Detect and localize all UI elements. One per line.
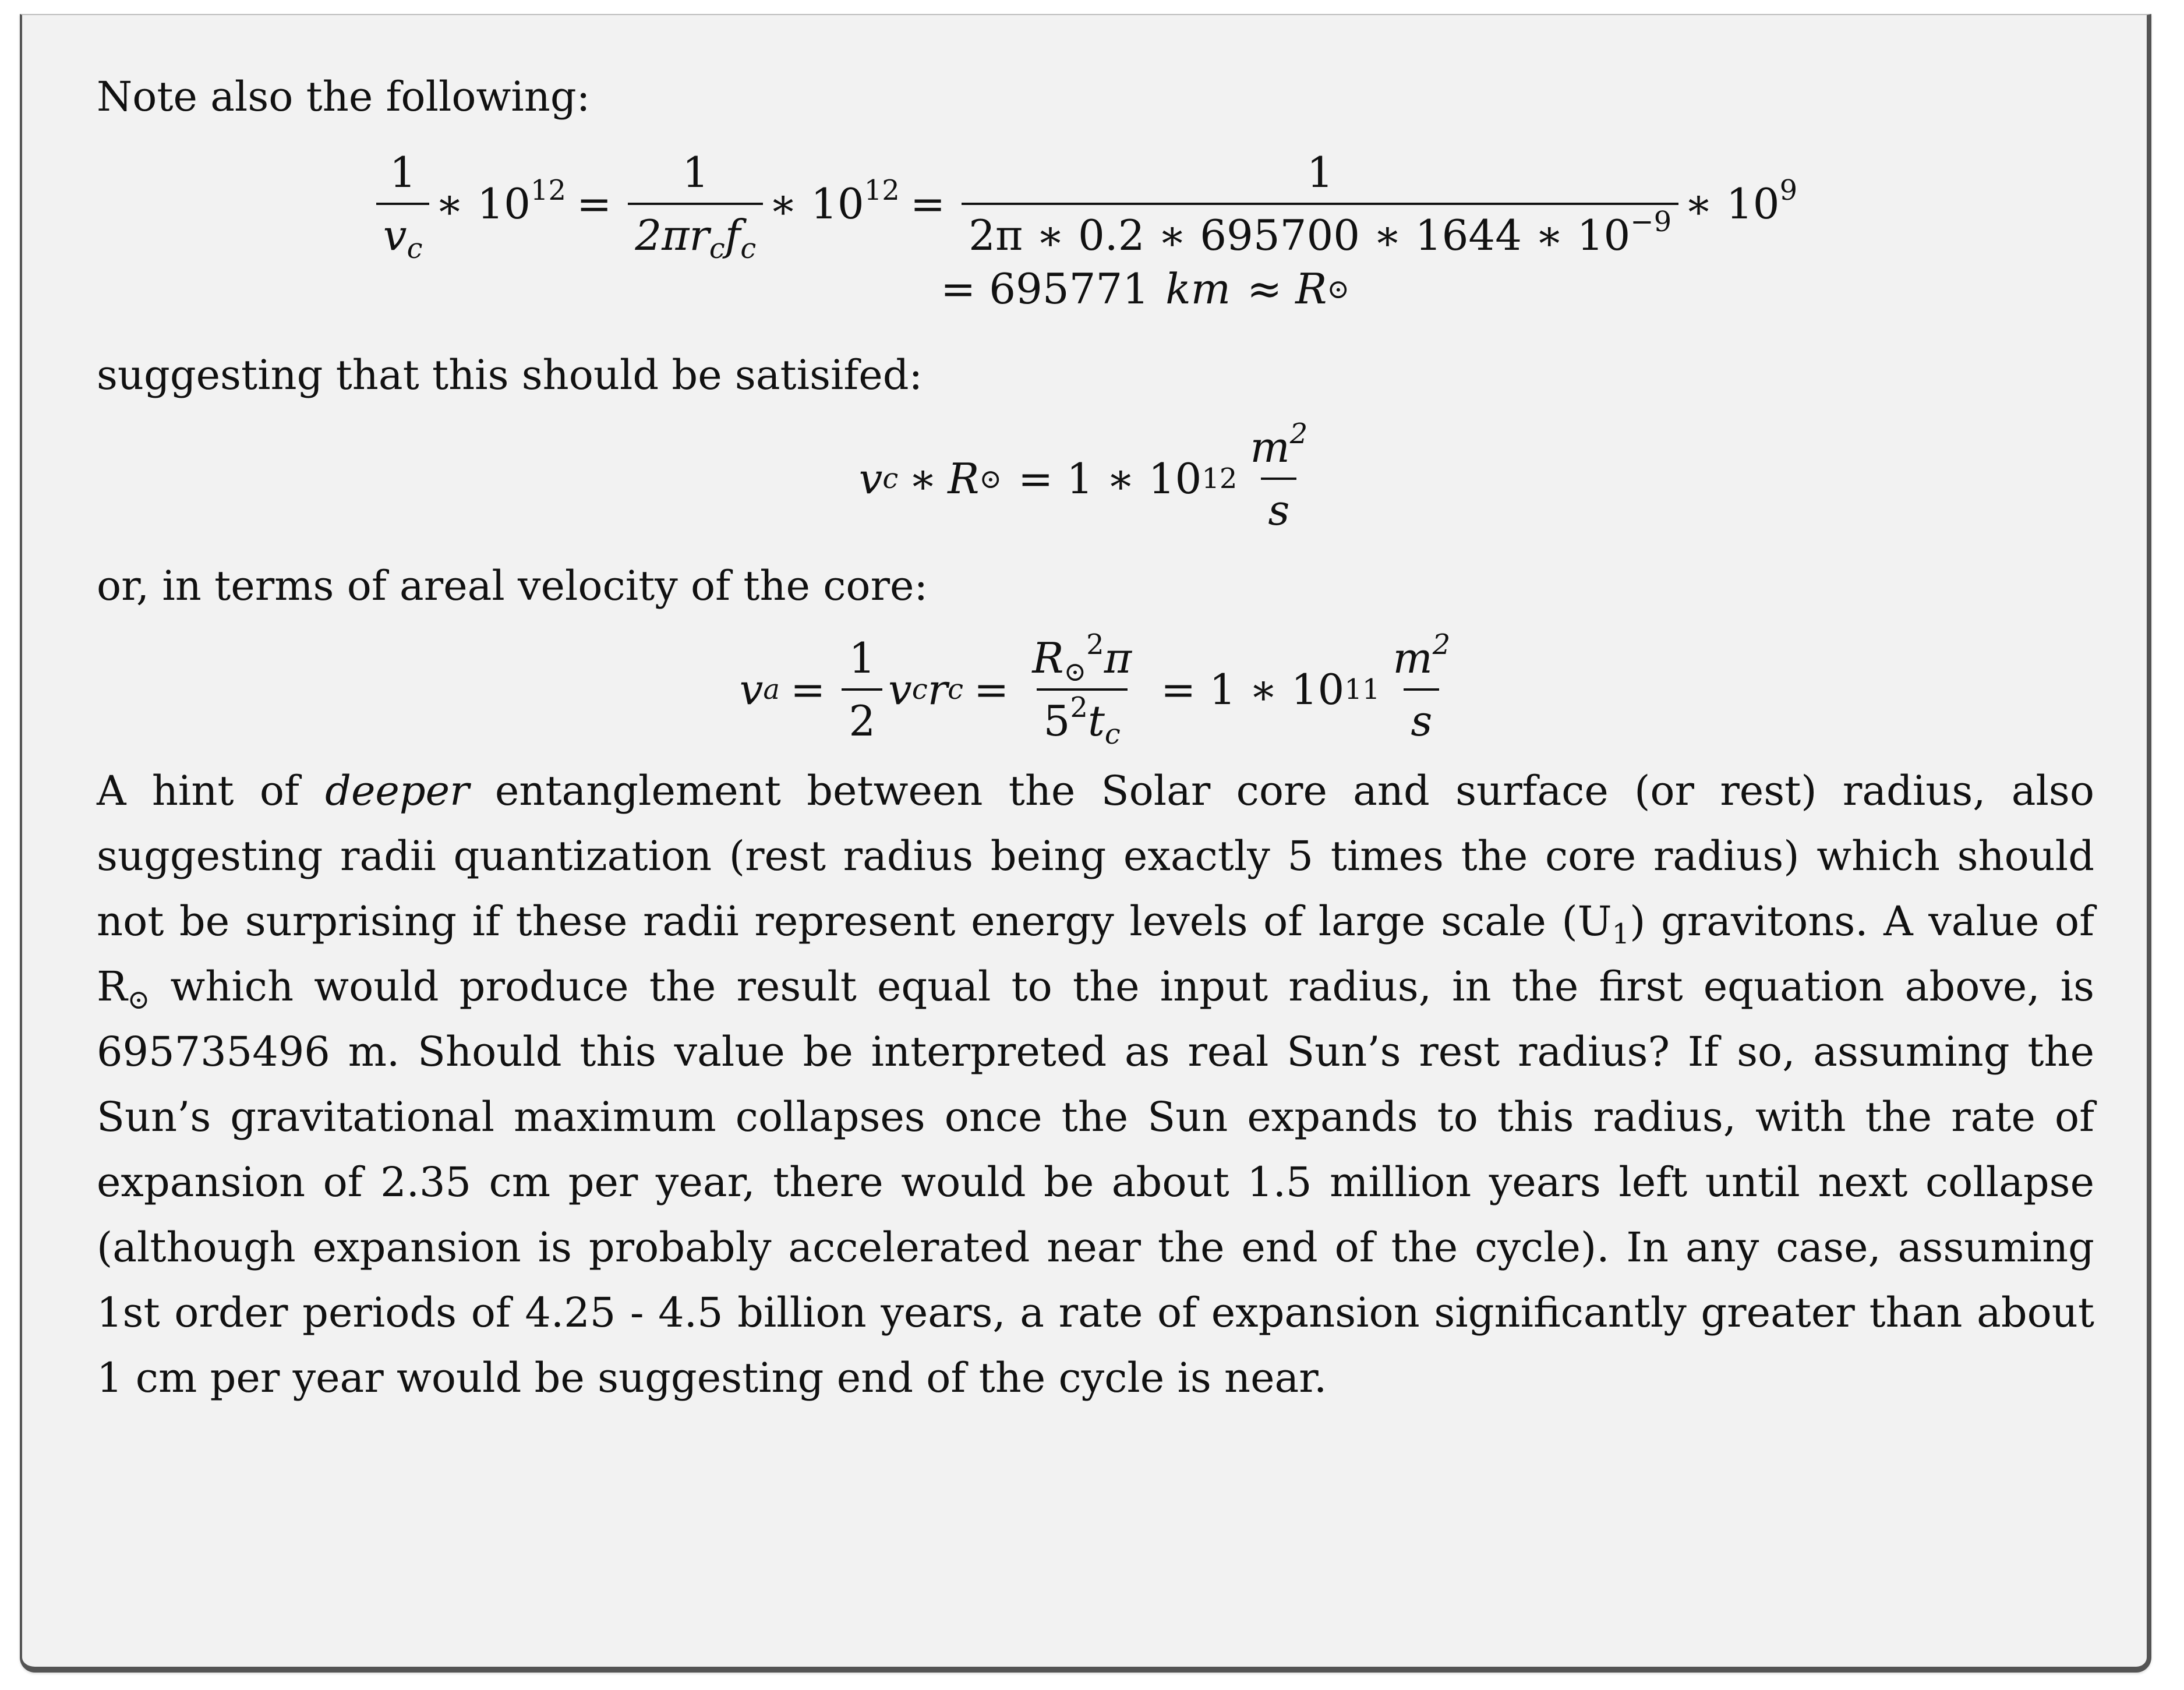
eq1-a-numerator: 1 xyxy=(389,148,416,197)
eq1-a-den-v: v xyxy=(383,211,407,260)
eq1-times-a xyxy=(435,174,566,228)
sun-symbol-icon: ⊙ xyxy=(1063,656,1087,687)
eq3-fraction xyxy=(1025,628,1139,751)
eq1-c-den-exp: −9 xyxy=(1630,206,1672,238)
eq1-b-numerator: 1 xyxy=(682,148,709,197)
paragraph-suggesting: suggesting that this should be satisifed: xyxy=(97,351,923,399)
eq3-half xyxy=(842,632,882,747)
eq3-pi: π xyxy=(1104,634,1132,683)
eq3-va: v xyxy=(739,665,764,714)
eq3-t-sub: c xyxy=(1104,718,1121,751)
eq3-fraction-num xyxy=(1025,628,1139,688)
eq2-v: v xyxy=(858,454,883,503)
hint-u-sub: 1 xyxy=(1612,918,1630,950)
eq1-equals-1: = xyxy=(576,179,612,228)
eq1-c-den-text: 2π ∗ 0.2 ∗ 695700 ∗ 1644 ∗ 10 xyxy=(969,211,1631,260)
eq1-fraction-b xyxy=(628,147,763,265)
equation-3: v a = $\frac{1}{2}$ v c r c = $\frac{R_⊙^2\pi}{5^2t_c}$ = 1 ∗ 10 11 $\frac{m^2}{s}$ xyxy=(97,632,2094,747)
hint-text-d: which would produce the result equal to the input radius, in the first equation above, is 695735496 m. Should this value be interpreted as real Sun’s rest radius? If so, assuming the Sun’s gravitational maximum collapses once the Sun expands to this radius, with the rate of expansion of 2.35 cm per year, there would be about 1.5 million years left until next collapse (although expansion is probably accelerated near the end of the cycle). In any case, assuming 1st order periods of 4.25 - 4.5 billion years, a rate of expansion significantly greater than about 1 cm per year would be suggesting end of the cycle is near. xyxy=(97,963,2094,1402)
eq1-result-value: = 695771 xyxy=(941,264,1150,313)
equation-1 xyxy=(97,147,2094,313)
eq3-unit-fraction xyxy=(1386,628,1457,747)
eq3-fraction-den xyxy=(1037,688,1128,751)
eq1-b-den-sub2: c xyxy=(740,232,757,265)
eq3-unit-m: m xyxy=(1393,634,1433,683)
eq3-rhs: = 1 ∗ 10 xyxy=(1161,665,1345,714)
eq2-unit-m: m xyxy=(1250,423,1290,472)
eq1-exp-a: 12 xyxy=(530,174,566,207)
eq1-times-a-text: ∗ 10 xyxy=(435,179,531,228)
eq3-unit-numerator xyxy=(1386,628,1457,688)
eq2-unit-exp: 2 xyxy=(1289,418,1308,450)
hint-text-a: A hint of xyxy=(97,767,326,815)
eq1-c-numerator: 1 xyxy=(1306,148,1334,197)
hint-emphasis: deeper xyxy=(325,767,469,815)
eq1-fraction-a xyxy=(376,147,430,265)
eq2-star: ∗ xyxy=(909,454,938,503)
eq3-equals-1: = xyxy=(790,665,826,714)
eq1-line-2: = 695771 km ≈ R ⊙ xyxy=(941,264,1349,313)
eq1-times-b-text: ∗ 10 xyxy=(769,179,864,228)
intro-text: Note also the following: xyxy=(97,73,591,121)
eq3-equals-2: = xyxy=(974,665,1009,714)
eq3-five-exp: 2 xyxy=(1070,691,1088,724)
hint-text-c: ) gravitons. A value of R xyxy=(97,897,2094,1010)
eq1-result-unit: km xyxy=(1165,264,1231,313)
eq1-equals-2: = xyxy=(910,179,946,228)
eq1-a-denominator xyxy=(376,203,430,265)
eq1-c-denominator xyxy=(962,203,1678,261)
eq3-half-num: 1 xyxy=(849,634,876,683)
eq2-rhs: = 1 ∗ 10 xyxy=(1018,454,1202,503)
eq2-unit-denominator: s xyxy=(1261,478,1296,536)
eq1-exp-c: 9 xyxy=(1779,174,1798,207)
eq1-approx-r: ≈ R xyxy=(1247,264,1327,313)
eq3-unit-exp: 2 xyxy=(1432,628,1451,661)
eq1-exp-b: 12 xyxy=(864,174,900,207)
eq1-times-c-text: ∗ 10 xyxy=(1684,179,1780,228)
eq3-t: t xyxy=(1087,696,1105,745)
eq1-b-den-f: f xyxy=(725,211,741,260)
eq2-unit-fraction xyxy=(1243,418,1314,536)
eq1-a-den-sub: c xyxy=(407,232,423,265)
eq1-b-den-sub1: c xyxy=(709,232,725,265)
paragraph-hint xyxy=(97,758,2094,1410)
eq3-r-exp: 2 xyxy=(1086,628,1104,661)
eq2-r: R xyxy=(948,454,980,503)
note-content xyxy=(97,64,2094,1410)
eq1-b-den-text: 2πr xyxy=(635,211,709,260)
equation-2: v c ∗ R ⊙ = 1 ∗ 10 12 $\frac{m^2}{s}$ xyxy=(97,422,2094,536)
hint-text-b: entanglement between the Solar core and surface (or rest) radius, also suggesting radii quantization (rest radius being exactly 5 times the core radius) which should not be surprising if these radii represent energy levels of large scale (U xyxy=(97,767,2094,945)
eq3-r: R xyxy=(1032,634,1064,683)
sun-symbol-icon: ⊙ xyxy=(127,984,150,1015)
eq1-times-c xyxy=(1684,174,1798,228)
eq3-five: 5 xyxy=(1043,696,1070,745)
eq3-rc: r xyxy=(927,665,948,714)
note-box xyxy=(20,14,2151,1673)
eq1-fraction-c xyxy=(962,147,1678,261)
eq3-half-den: 2 xyxy=(842,688,882,747)
eq3-vc: v xyxy=(888,665,912,714)
eq1-b-denominator xyxy=(628,203,763,265)
eq3-unit-denominator: s xyxy=(1404,688,1439,747)
eq1-times-b xyxy=(769,174,900,228)
eq2-unit-numerator xyxy=(1243,418,1314,478)
paragraph-areal: or, in terms of areal velocity of the core: xyxy=(97,562,928,610)
